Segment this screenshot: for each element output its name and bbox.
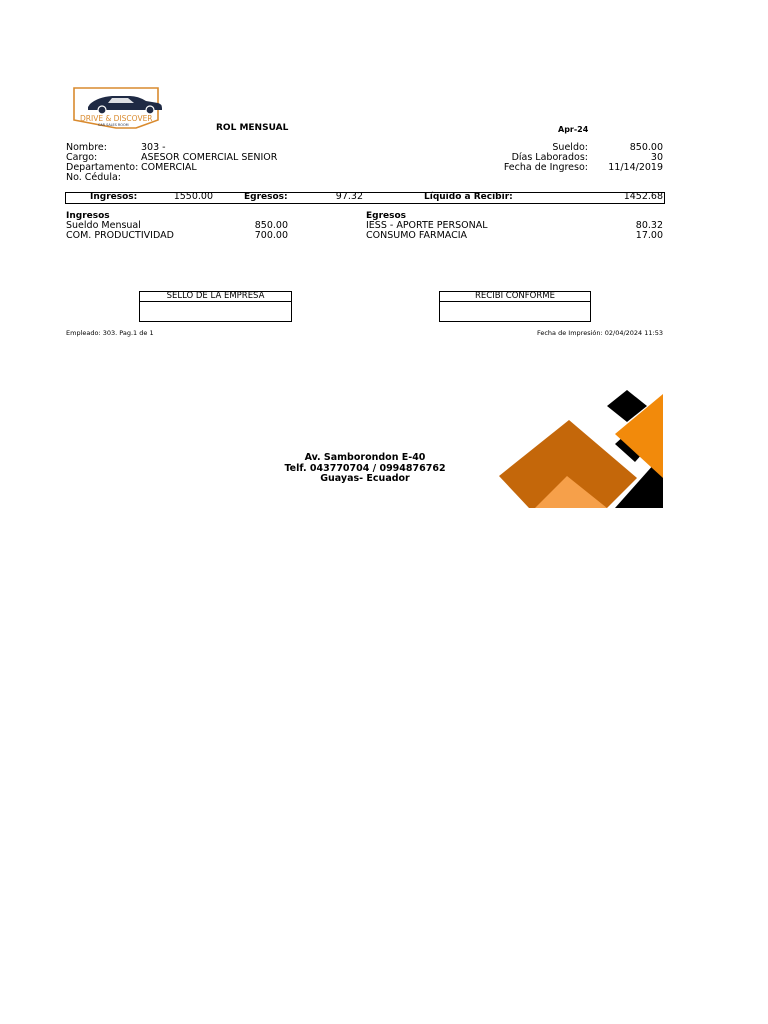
liquido-label: Líquido a Recibir: — [424, 192, 513, 202]
address-line-2: Telf. 043770704 / 0994876762 — [284, 462, 446, 474]
dias-laborados-value: 30 — [650, 152, 663, 163]
egreso-item-label: IESS - APORTE PERSONAL — [366, 220, 488, 231]
sello-empresa-label: SELLO DE LA EMPRESA — [140, 292, 291, 302]
page-footer-left: Empleado: 303. Pag.1 de 1 — [66, 329, 154, 337]
cargo-label: Cargo: — [66, 152, 98, 163]
total-ingresos-label: Ingresos: — [90, 192, 138, 202]
cedula-label: No. Cédula: — [66, 172, 121, 183]
svg-text:CAR SALES ROOM: CAR SALES ROOM — [98, 123, 129, 127]
recibi-conforme-box — [439, 291, 591, 322]
fecha-ingreso-label: Fecha de Ingreso: — [503, 162, 588, 173]
ingreso-item-label: Sueldo Mensual — [66, 220, 141, 231]
page-footer-right: Fecha de Impresión: 02/04/2024 11:53 — [536, 329, 663, 337]
recibi-conforme-label: RECIBI CONFORME — [440, 292, 590, 302]
fecha-ingreso-value: 11/14/2019 — [608, 162, 663, 173]
dias-laborados-label: Días Laborados: — [511, 152, 588, 163]
document-title: ROL MENSUAL — [216, 123, 289, 133]
sueldo-value: 850.00 — [629, 142, 663, 153]
decorative-shapes — [495, 386, 665, 508]
departamento-value: COMERCIAL — [141, 162, 197, 173]
nombre-label: Nombre: — [66, 142, 107, 153]
total-egresos-label: Egresos: — [244, 192, 288, 202]
sello-empresa-box — [139, 291, 292, 322]
liquido-value: 1452.68 — [623, 191, 663, 202]
svg-text:DRIVE & DISCOVER: DRIVE & DISCOVER — [80, 114, 153, 123]
cargo-value: ASESOR COMERCIAL SENIOR — [141, 152, 278, 163]
ingresos-heading: Ingresos — [66, 211, 110, 221]
departamento-label: Departamento: — [66, 162, 139, 173]
nombre-value: 303 - — [141, 142, 166, 153]
company-address — [270, 453, 460, 485]
egreso-item-label: CONSUMO FARMACIA — [366, 230, 468, 241]
total-ingresos-value: 1550.00 — [173, 191, 213, 202]
ingreso-item-value: 850.00 — [254, 220, 288, 231]
total-egresos-value: 97.32 — [335, 191, 363, 202]
period-label: Apr-24 — [558, 125, 589, 134]
address-line-1: Av. Samborondon E-40 — [304, 452, 426, 463]
ingreso-item-label: COM. PRODUCTIVIDAD — [66, 230, 174, 241]
egreso-item-value: 17.00 — [635, 230, 663, 241]
egreso-item-value: 80.32 — [635, 220, 663, 231]
egresos-heading: Egresos — [366, 211, 407, 221]
address-line-3: Guayas- Ecuador — [320, 473, 410, 484]
company-logo — [72, 84, 184, 134]
car-logo-icon — [72, 84, 184, 134]
ingreso-item-value: 700.00 — [254, 230, 288, 241]
sueldo-label: Sueldo: — [552, 142, 588, 153]
